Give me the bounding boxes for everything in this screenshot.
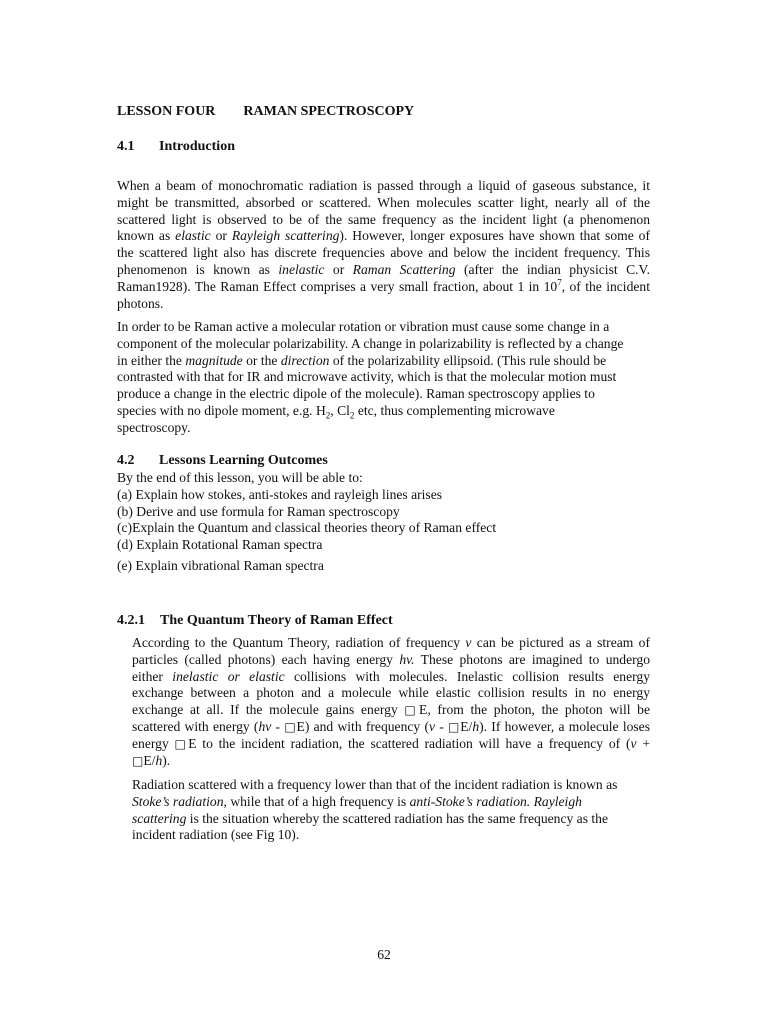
- section-title: Lessons Learning Outcomes: [159, 453, 328, 468]
- section-number: 4.2: [117, 453, 135, 468]
- lesson-label: LESSON FOUR: [117, 104, 216, 119]
- text-line: scattered light is observed to be of the same frequency as the incident light (a phenomenon: [117, 211, 650, 227]
- text-line: Stoke’s radiation, while that of a high frequency is anti-Stoke’s radiation. Rayleigh: [132, 793, 582, 809]
- page-number: 62: [377, 947, 391, 962]
- text-line: the scattered light also has discrete frequencies above and below the incident frequency. This: [117, 245, 650, 261]
- text-line: exchange at all. If the molecule gains energy □E, from the photon, the photon will be: [132, 702, 650, 718]
- text-line: In order to be Raman active a molecular rotation or vibration must cause some change in a: [117, 319, 610, 334]
- text-line: incident radiation (see Fig 10).: [132, 827, 300, 843]
- lesson-title: RAMAN SPECTROSCOPY: [243, 104, 415, 119]
- text-line: scattering is the situation whereby the scattered radiation has the same frequency as the: [132, 810, 609, 826]
- text-line: known as elastic or Rayleigh scattering). However, longer exposures have shown that some of: [117, 228, 650, 244]
- list-item: (a) Explain how stokes, anti-stokes and rayleigh lines arises: [117, 486, 443, 502]
- outcomes-intro: By the end of this lesson, you will be able to:: [117, 470, 363, 485]
- text-line: particles (called photons) each having energy hv. These photons are imagined to undergo: [132, 651, 650, 667]
- text-line: scattered with energy (hv - □E) and with frequency (v - □E/h). If however, a molecule loses: [132, 718, 651, 734]
- intro-paragraph-2: [117, 319, 650, 437]
- text-line: produce a change in the electric dipole of the molecule). Raman spectroscopy applies to: [117, 386, 595, 402]
- section-heading-outcomes: [117, 453, 328, 469]
- list-item: (d) Explain Rotational Raman spectra: [117, 537, 323, 553]
- text-line: Radiation scattered with a frequency lower than that of the incident radiation is known as: [132, 777, 618, 792]
- text-line: exchange between a photon and a molecule while elastic collision results in no energy: [132, 685, 650, 701]
- text-line: species with no dipole moment, e.g. $H_2$, $Cl_2$ etc, thus complementing microwave: [117, 402, 555, 421]
- text-line: in either the magnitude or the direction of the polarizability ellipsoid. (This rule should be: [117, 352, 607, 368]
- section-heading-quantum: [117, 613, 393, 629]
- section-heading-intro: [117, 139, 235, 155]
- text-line: □E/h).: [132, 752, 171, 768]
- text-line: Raman1928). The Raman Effect comprises a very small fraction, about 1 in $10^7$, of the incident: [117, 277, 650, 294]
- text-line: photons.: [117, 295, 164, 311]
- section-number: 4.2.1: [117, 613, 145, 628]
- outcomes-list: [117, 470, 496, 575]
- section-number: 4.1: [117, 139, 135, 154]
- list-item: (c)Explain the Quantum and classical theories theory of Raman effect: [117, 520, 497, 536]
- text-line: According to the Quantum Theory, radiation of frequency v can be pictured as a stream of: [132, 635, 651, 650]
- lesson-heading: [117, 104, 414, 120]
- quantum-paragraph-1: [132, 635, 650, 769]
- section-title: Introduction: [159, 139, 235, 154]
- text-line: phenomenon is known as inelastic or Raman Scattering (after the indian physicist C.V.: [117, 261, 651, 277]
- section-title: The Quantum Theory of Raman Effect: [160, 613, 393, 628]
- text-line: component of the molecular polarizability. A change in polarizability is reflected by a change: [117, 335, 624, 351]
- text-line: either inelastic or elastic collisions with molecules. Inelastic collision results energy: [132, 668, 650, 684]
- intro-paragraph-1: [117, 178, 650, 312]
- quantum-paragraph-2: [132, 777, 650, 844]
- text-line: When a beam of monochromatic radiation is passed through a liquid of gaseous substance, it: [117, 178, 650, 193]
- text-line: spectroscopy.: [117, 419, 191, 435]
- list-item: (b) Derive and use formula for Raman spectroscopy: [117, 503, 400, 519]
- text-line: energy □E to the incident radiation, the scattered radiation will have a frequency of (v +: [132, 735, 650, 751]
- text-line: contrasted with that for IR and microwave activity, which is that the molecular motion must: [117, 369, 617, 385]
- list-item: (e) Explain vibrational Raman spectra: [117, 557, 324, 573]
- text-line: might be transmitted, absorbed or scattered. When molecules scatter light, nearly all of the: [117, 194, 650, 210]
